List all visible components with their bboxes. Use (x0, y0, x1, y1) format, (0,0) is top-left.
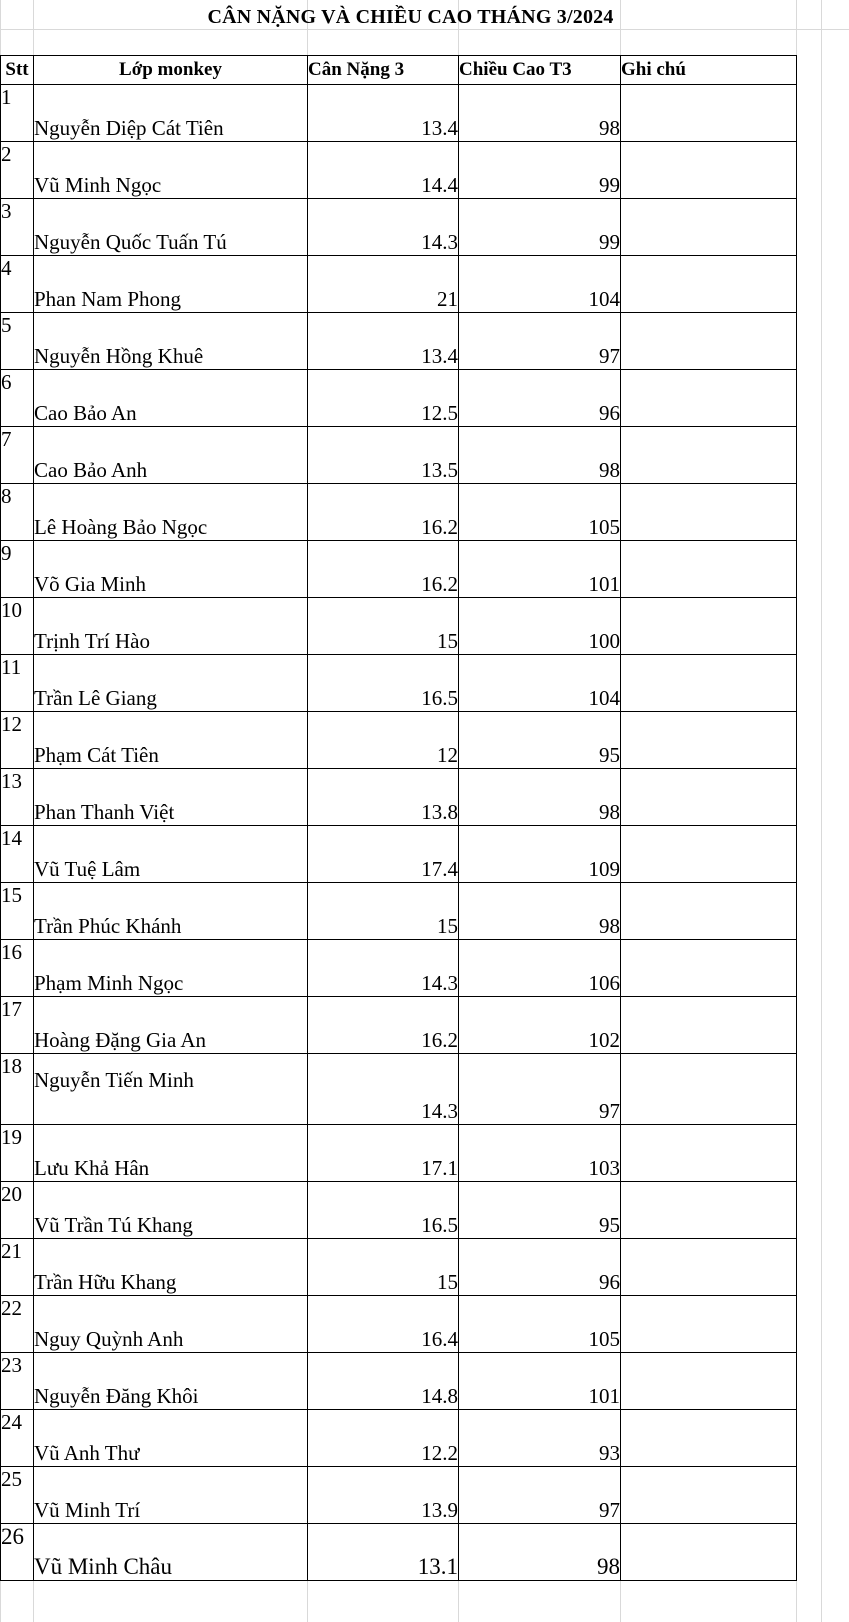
table-row (1, 1353, 797, 1410)
cell-stt[interactable]: 24 (1, 1410, 34, 1467)
cell-note[interactable] (621, 1410, 797, 1467)
cell-height[interactable]: 95 (459, 1182, 621, 1239)
cell-height[interactable]: 95 (459, 712, 621, 769)
cell-height[interactable]: 105 (459, 484, 621, 541)
cell-height[interactable]: 99 (459, 142, 621, 199)
cell-stt[interactable]: 1 (1, 85, 34, 142)
measurement-table (0, 55, 797, 1581)
cell-stt[interactable]: 8 (1, 484, 34, 541)
cell-weight[interactable]: 13.8 (308, 769, 459, 826)
cell-note[interactable] (621, 1467, 797, 1524)
cell-name[interactable]: Cao Bảo An (34, 370, 308, 427)
cell-weight[interactable]: 16.5 (308, 655, 459, 712)
cell-stt[interactable]: 23 (1, 1353, 34, 1410)
cell-name[interactable]: Trần Hữu Khang (34, 1239, 308, 1296)
cell-height[interactable]: 98 (459, 1524, 621, 1581)
cell-height[interactable]: 101 (459, 541, 621, 598)
cell-note[interactable] (621, 199, 797, 256)
cell-weight[interactable]: 21 (308, 256, 459, 313)
sheet-title: CÂN NẶNG VÀ CHIỀU CAO THÁNG 3/2024 (207, 6, 614, 28)
cell-name[interactable]: Nguyễn Đăng Khôi (34, 1353, 308, 1410)
cell-name[interactable]: Trần Lê Giang (34, 655, 308, 712)
table-row (1, 484, 797, 541)
cell-weight[interactable]: 17.4 (308, 826, 459, 883)
cell-name[interactable]: Phạm Cát Tiên (34, 712, 308, 769)
table-row (1, 769, 797, 826)
cell-note[interactable] (621, 541, 797, 598)
cell-note[interactable] (621, 142, 797, 199)
cell-stt[interactable]: 5 (1, 313, 34, 370)
column-header-note[interactable]: Ghi chú (621, 56, 797, 85)
cell-height[interactable]: 105 (459, 1296, 621, 1353)
table-row (1, 370, 797, 427)
cell-weight[interactable]: 12 (308, 712, 459, 769)
cell-weight[interactable]: 17.1 (308, 1125, 459, 1182)
cell-stt[interactable]: 26 (1, 1524, 34, 1581)
table-row (1, 1410, 797, 1467)
column-header-name[interactable]: Lớp monkey (34, 56, 308, 85)
cell-stt[interactable]: 21 (1, 1239, 34, 1296)
cell-stt[interactable]: 3 (1, 199, 34, 256)
cell-weight[interactable]: 14.8 (308, 1353, 459, 1410)
cell-height[interactable]: 104 (459, 256, 621, 313)
cell-weight[interactable]: 16.4 (308, 1296, 459, 1353)
column-header-weight[interactable]: Cân Nặng 3 (308, 56, 459, 85)
cell-stt[interactable]: 19 (1, 1125, 34, 1182)
cell-name[interactable]: Nguy Quỳnh Anh (34, 1296, 308, 1353)
table-row (1, 1296, 797, 1353)
cell-note[interactable] (621, 598, 797, 655)
cell-note[interactable] (621, 1239, 797, 1296)
cell-note[interactable] (621, 370, 797, 427)
cell-weight[interactable]: 13.5 (308, 427, 459, 484)
table-row (1, 712, 797, 769)
cell-name[interactable]: Hoàng Đặng Gia An (34, 997, 308, 1054)
cell-weight[interactable]: 13.4 (308, 85, 459, 142)
cell-height[interactable]: 104 (459, 655, 621, 712)
cell-name[interactable]: Lê Hoàng Bảo Ngọc (34, 484, 308, 541)
cell-height[interactable]: 93 (459, 1410, 621, 1467)
cell-height[interactable]: 97 (459, 313, 621, 370)
cell-name[interactable]: Vũ Trần Tú Khang (34, 1182, 308, 1239)
cell-height[interactable]: 101 (459, 1353, 621, 1410)
cell-height[interactable]: 96 (459, 1239, 621, 1296)
cell-note[interactable] (621, 1125, 797, 1182)
cell-stt[interactable]: 14 (1, 826, 34, 883)
cell-note[interactable] (621, 1524, 797, 1581)
cell-name[interactable]: Vũ Anh Thư (34, 1410, 308, 1467)
table-row (1, 1467, 797, 1524)
cell-name[interactable]: Cao Bảo Anh (34, 427, 308, 484)
cell-note[interactable] (621, 1054, 797, 1125)
column-header-stt[interactable]: Stt (1, 56, 34, 85)
cell-name[interactable]: Nguyễn Hồng Khuê (34, 313, 308, 370)
cell-weight[interactable]: 15 (308, 1239, 459, 1296)
cell-stt[interactable]: 11 (1, 655, 34, 712)
cell-note[interactable] (621, 940, 797, 997)
cell-stt[interactable]: 13 (1, 769, 34, 826)
cell-name[interactable]: Nguyễn Quốc Tuấn Tú (34, 199, 308, 256)
cell-weight[interactable]: 16.2 (308, 997, 459, 1054)
table-row (1, 427, 797, 484)
cell-stt[interactable]: 16 (1, 940, 34, 997)
cell-height[interactable]: 98 (459, 883, 621, 940)
cell-height[interactable]: 96 (459, 370, 621, 427)
table-row (1, 826, 797, 883)
cell-height[interactable]: 102 (459, 997, 621, 1054)
cell-name[interactable]: Võ Gia Minh (34, 541, 308, 598)
cell-stt[interactable]: 10 (1, 598, 34, 655)
cell-stt[interactable]: 6 (1, 370, 34, 427)
cell-weight[interactable]: 14.3 (308, 940, 459, 997)
cell-note[interactable] (621, 826, 797, 883)
table-row (1, 541, 797, 598)
cell-note[interactable] (621, 883, 797, 940)
cell-name[interactable]: Trịnh Trí Hào (34, 598, 308, 655)
cell-weight[interactable]: 15 (308, 883, 459, 940)
cell-stt[interactable]: 17 (1, 997, 34, 1054)
cell-stt[interactable]: 7 (1, 427, 34, 484)
table-row (1, 598, 797, 655)
cell-weight[interactable]: 14.3 (308, 1054, 459, 1125)
cell-stt[interactable]: 25 (1, 1467, 34, 1524)
cell-weight[interactable]: 13.4 (308, 313, 459, 370)
cell-name[interactable]: Nguyễn Diệp Cát Tiên (34, 85, 308, 142)
table-row (1, 997, 797, 1054)
cell-note[interactable] (621, 256, 797, 313)
cell-note[interactable] (621, 1296, 797, 1353)
cell-stt[interactable]: 9 (1, 541, 34, 598)
cell-stt[interactable]: 2 (1, 142, 34, 199)
cell-note[interactable] (621, 712, 797, 769)
cell-height[interactable]: 99 (459, 199, 621, 256)
cell-weight[interactable]: 13.9 (308, 1467, 459, 1524)
cell-weight[interactable]: 14.3 (308, 199, 459, 256)
cell-weight[interactable]: 12.5 (308, 370, 459, 427)
table-row (1, 1182, 797, 1239)
cell-height[interactable]: 98 (459, 427, 621, 484)
cell-name[interactable]: Vũ Minh Châu (34, 1524, 308, 1581)
column-header-height[interactable]: Chiều Cao T3 (459, 56, 621, 85)
cell-note[interactable] (621, 484, 797, 541)
cell-note[interactable] (621, 1353, 797, 1410)
cell-height[interactable]: 106 (459, 940, 621, 997)
cell-name[interactable]: Vũ Minh Trí (34, 1467, 308, 1524)
cell-weight[interactable]: 15 (308, 598, 459, 655)
cell-note[interactable] (621, 1182, 797, 1239)
cell-note[interactable] (621, 85, 797, 142)
table-row (1, 1125, 797, 1182)
cell-height[interactable]: 97 (459, 1054, 621, 1125)
table-row (1, 1054, 797, 1125)
cell-name[interactable]: Phan Thanh Việt (34, 769, 308, 826)
cell-stt[interactable]: 15 (1, 883, 34, 940)
table-row (1, 655, 797, 712)
table-row (1, 1524, 797, 1581)
table-row (1, 85, 797, 142)
cell-weight[interactable]: 16.5 (308, 1182, 459, 1239)
cell-height[interactable]: 109 (459, 826, 621, 883)
cell-name[interactable]: Trần Phúc Khánh (34, 883, 308, 940)
cell-name[interactable]: Phan Nam Phong (34, 256, 308, 313)
cell-note[interactable] (621, 313, 797, 370)
cell-height[interactable]: 98 (459, 85, 621, 142)
cell-note[interactable] (621, 997, 797, 1054)
cell-note[interactable] (621, 655, 797, 712)
cell-weight[interactable]: 14.4 (308, 142, 459, 199)
cell-weight[interactable]: 16.2 (308, 541, 459, 598)
cell-name[interactable]: Nguyễn Tiến Minh (34, 1054, 308, 1125)
cell-stt[interactable]: 4 (1, 256, 34, 313)
cell-stt[interactable]: 22 (1, 1296, 34, 1353)
cell-height[interactable]: 103 (459, 1125, 621, 1182)
cell-stt[interactable]: 20 (1, 1182, 34, 1239)
cell-note[interactable] (621, 769, 797, 826)
table-row (1, 142, 797, 199)
table-row (1, 256, 797, 313)
table-row (1, 313, 797, 370)
table-row (1, 883, 797, 940)
cell-weight[interactable]: 12.2 (308, 1410, 459, 1467)
cell-name[interactable]: Lưu Khả Hân (34, 1125, 308, 1182)
cell-height[interactable]: 98 (459, 769, 621, 826)
table-row (1, 1239, 797, 1296)
cell-stt[interactable]: 18 (1, 1054, 34, 1125)
cell-name[interactable]: Vũ Tuệ Lâm (34, 826, 308, 883)
cell-name[interactable]: Phạm Minh Ngọc (34, 940, 308, 997)
table-row (1, 199, 797, 256)
cell-height[interactable]: 100 (459, 598, 621, 655)
cell-weight[interactable]: 13.1 (308, 1524, 459, 1581)
cell-height[interactable]: 97 (459, 1467, 621, 1524)
cell-stt[interactable]: 12 (1, 712, 34, 769)
cell-note[interactable] (621, 427, 797, 484)
table-body (1, 85, 797, 1581)
table-row (1, 940, 797, 997)
cell-name[interactable]: Vũ Minh Ngọc (34, 142, 308, 199)
header-row (1, 56, 797, 85)
cell-weight[interactable]: 16.2 (308, 484, 459, 541)
